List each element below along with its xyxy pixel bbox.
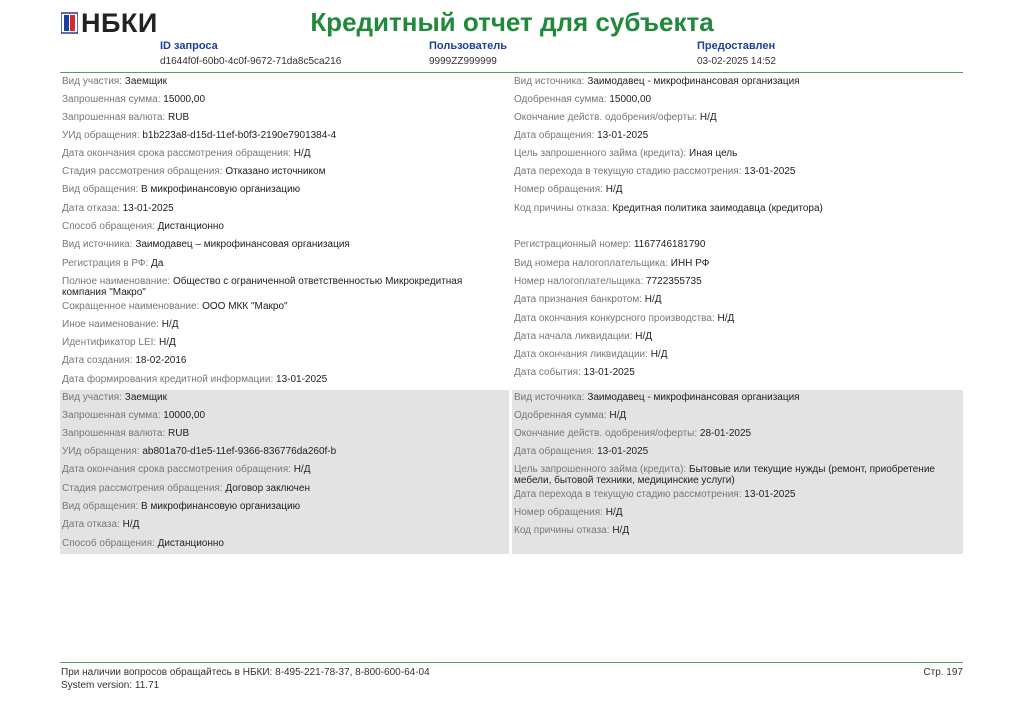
field-label: Дата формирования кредитной информации: <box>62 374 274 385</box>
field-label: Цель запрошенного займа (кредита): <box>514 464 687 475</box>
field-stage-transition-date <box>514 490 959 501</box>
field-request-date <box>514 447 959 458</box>
header-value: 03-02-2025 14:52 <box>697 56 776 67</box>
field-other-name <box>62 320 505 331</box>
field-value: Да <box>151 258 164 269</box>
field-label: Сокращенное наименование: <box>62 301 200 312</box>
field-label: Одобренная сумма: <box>514 410 607 421</box>
field-label: Дата отказа: <box>62 519 120 530</box>
field-value: Иная цель <box>689 148 738 159</box>
field-label: Вид обращения: <box>62 501 139 512</box>
field-requested-currency <box>62 429 505 440</box>
field-label: Вид источника: <box>514 392 585 403</box>
footer-divider <box>60 662 963 663</box>
field-value: Н/Д <box>699 112 717 123</box>
section-left-column <box>60 236 509 389</box>
field-value: 13-01-2025 <box>597 446 649 457</box>
field-label: Код причины отказа: <box>514 525 610 536</box>
field-label: Вид источника: <box>62 239 133 250</box>
field-value: 18-02-2016 <box>135 355 187 366</box>
field-value: Общество с ограниченной ответственностью Микрокредитная компания "Макро" <box>62 276 463 298</box>
field-label: Номер налогоплательщика: <box>514 276 644 287</box>
field-source-type <box>62 240 505 251</box>
field-label: Вид обращения: <box>62 184 139 195</box>
field-label: Номер обращения: <box>514 184 603 195</box>
field-stage-transition-date <box>514 167 959 178</box>
field-label: УИд обращения: <box>62 130 140 141</box>
field-value: Заимодавец – микрофинансовая организация <box>135 239 350 250</box>
section-right-column <box>512 236 963 389</box>
field-value: Заемщик <box>124 76 168 87</box>
field-value: Н/Д <box>293 148 311 159</box>
field-value: 13-01-2025 <box>583 367 635 378</box>
section-left-column <box>60 74 509 236</box>
field-requested-currency <box>62 113 505 124</box>
field-label: Дата признания банкротом: <box>514 294 642 305</box>
header-divider <box>60 72 963 73</box>
header-label: ID запроса <box>160 40 218 52</box>
field-value: Дистанционно <box>157 538 224 549</box>
field-label: Дата события: <box>514 367 581 378</box>
field-refusal-date <box>62 204 505 215</box>
field-label: Окончание действ. одобрения/оферты: <box>514 112 698 123</box>
section-left-column <box>60 390 509 554</box>
section-right-column <box>512 74 963 236</box>
field-label: УИд обращения: <box>62 446 140 457</box>
field-label: Цель запрошенного займа (кредита): <box>514 148 687 159</box>
field-taxpayer-number <box>514 277 959 288</box>
field-request-type <box>62 185 505 196</box>
field-label: Дата перехода в текущую стадию рассмотрения: <box>514 489 742 500</box>
field-creation-date <box>62 356 505 367</box>
field-request-uid <box>62 447 505 458</box>
field-refusal-date <box>62 520 505 531</box>
field-value: Заимодавец - микрофинансовая организация <box>587 392 800 403</box>
field-loan-purpose <box>514 465 959 486</box>
field-label: Вид участия: <box>62 76 122 87</box>
field-value: Бытовые или текущие нужды (ремонт, приобретение мебели, бытовой техники, медицинские услуги) <box>514 464 935 486</box>
field-label: Дата обращения: <box>514 130 595 141</box>
field-value: В микрофинансовую организацию <box>141 184 301 195</box>
field-value: RUB <box>168 428 190 439</box>
field-label: Способ обращения: <box>62 221 155 232</box>
field-label: Стадия рассмотрения обращения: <box>62 483 223 494</box>
field-value: Н/Д <box>650 349 668 360</box>
field-value: 13-01-2025 <box>122 203 174 214</box>
field-value: 1167746181790 <box>633 239 706 250</box>
field-label: Запрошенная валюта: <box>62 428 166 439</box>
field-label: Дата окончания ликвидации: <box>514 349 648 360</box>
field-label: Номер обращения: <box>514 507 603 518</box>
field-participation <box>62 77 505 88</box>
field-requested-amount <box>62 411 505 422</box>
header-request-id <box>160 40 341 67</box>
field-value: Отказано источником <box>225 166 326 177</box>
field-value: Н/Д <box>717 313 735 324</box>
header-provided <box>697 40 776 67</box>
field-value: ab801a70-d1e5-11ef-9366-836776da260f-b <box>142 446 337 457</box>
footer-system-version: System version: 11.71 <box>61 680 160 691</box>
field-credit-info-date <box>62 375 505 386</box>
field-label: Регистрация в РФ: <box>62 258 149 269</box>
field-label: Дата окончания срока рассмотрения обращения: <box>62 148 291 159</box>
field-lei <box>62 338 505 349</box>
field-review-end-date <box>62 149 505 160</box>
page-title: Кредитный отчет для субъекта <box>310 7 714 37</box>
field-source-type <box>514 77 959 88</box>
field-value: 13-01-2025 <box>744 166 796 177</box>
field-request-method <box>62 222 505 233</box>
field-value: Договор заключен <box>225 483 310 494</box>
field-value: Н/Д <box>635 331 653 342</box>
field-short-name <box>62 302 505 313</box>
field-review-end-date <box>62 465 505 476</box>
field-value: Н/Д <box>158 337 176 348</box>
field-review-stage <box>62 484 505 495</box>
field-value: Заимодавец - микрофинансовая организация <box>587 76 800 87</box>
field-liquidation-start <box>514 332 959 343</box>
field-value: В микрофинансовую организацию <box>141 501 301 512</box>
field-event-date <box>514 368 959 379</box>
field-value: Заемщик <box>124 392 168 403</box>
section-source-info <box>60 236 963 389</box>
field-label: Стадия рассмотрения обращения: <box>62 166 223 177</box>
field-value: 10000,00 <box>163 410 206 421</box>
field-value: 15000,00 <box>163 94 206 105</box>
footer-contact: При наличии вопросов обращайтесь в НБКИ: 8-495-221-78-37, 8-800-600-64-04 <box>61 667 430 678</box>
field-request-number <box>514 185 959 196</box>
field-label: Вид номера налогоплательщика: <box>514 258 668 269</box>
field-refusal-reason <box>514 204 959 215</box>
field-value: ИНН РФ <box>670 258 710 269</box>
field-label: Код причины отказа: <box>514 203 610 214</box>
footer-page-number: Стр. 197 <box>923 667 963 678</box>
field-label: Иное наименование: <box>62 319 160 330</box>
field-label: Дата окончания конкурсного производства: <box>514 313 715 324</box>
field-value: Н/Д <box>612 525 630 536</box>
field-label: Окончание действ. одобрения/оферты: <box>514 428 698 439</box>
field-value: Н/Д <box>605 507 623 518</box>
field-value: Н/Д <box>644 294 662 305</box>
field-label: Вид источника: <box>514 76 585 87</box>
field-label: Дата начала ликвидации: <box>514 331 633 342</box>
header-user <box>429 40 507 67</box>
field-value: 13-01-2025 <box>597 130 649 141</box>
section-right-column <box>512 390 963 554</box>
field-registration-number <box>514 240 959 251</box>
field-review-stage <box>62 167 505 178</box>
field-value: ООО МКК "Макро" <box>202 301 288 312</box>
header-value: 9999ZZ999999 <box>429 56 497 67</box>
field-request-type <box>62 502 505 513</box>
field-label: Идентификатор LEI: <box>62 337 157 348</box>
field-label: Вид участия: <box>62 392 122 403</box>
field-label: Дата создания: <box>62 355 133 366</box>
field-requested-amount <box>62 95 505 106</box>
field-request-uid <box>62 131 505 142</box>
field-bankruptcy-date <box>514 295 959 306</box>
field-approval-end <box>514 113 959 124</box>
field-approved-amount <box>514 411 959 422</box>
field-label: Запрошенная сумма: <box>62 410 161 421</box>
field-label: Запрошенная сумма: <box>62 94 161 105</box>
field-request-number <box>514 508 959 519</box>
field-value: Н/Д <box>605 184 623 195</box>
field-value: Н/Д <box>161 319 179 330</box>
field-label: Дата обращения: <box>514 446 595 457</box>
field-refusal-reason <box>514 526 959 537</box>
field-label: Дата перехода в текущую стадию рассмотрения: <box>514 166 742 177</box>
header-label: Предоставлен <box>697 40 776 52</box>
field-participation <box>62 393 505 404</box>
field-loan-purpose <box>514 149 959 160</box>
section-request-2 <box>60 390 963 554</box>
field-taxpayer-number-type <box>514 259 959 270</box>
section-request-1 <box>60 74 963 236</box>
field-value: Н/Д <box>122 519 140 530</box>
field-label: Одобренная сумма: <box>514 94 607 105</box>
logo-text: НБКИ <box>81 7 158 38</box>
field-value: 15000,00 <box>609 94 652 105</box>
field-value: 28-01-2025 <box>699 428 752 439</box>
header-value: d1644f0f-60b0-4c0f-9672-71da8c5ca216 <box>160 56 342 67</box>
field-value: Дистанционно <box>157 221 224 232</box>
field-request-date <box>514 131 959 142</box>
field-liquidation-end <box>514 350 959 361</box>
field-label: Дата окончания срока рассмотрения обращения: <box>62 464 291 475</box>
field-label: Способ обращения: <box>62 538 155 549</box>
field-value: 7722355735 <box>646 276 702 287</box>
field-full-name <box>62 277 505 298</box>
header-label: Пользователь <box>429 40 508 52</box>
field-value: Н/Д <box>609 410 627 421</box>
field-source-type <box>514 393 959 404</box>
field-rf-registration <box>62 259 505 270</box>
field-competition-end-date <box>514 314 959 325</box>
field-value: 13-01-2025 <box>744 489 796 500</box>
field-approved-amount <box>514 95 959 106</box>
field-request-method <box>62 539 505 550</box>
field-label: Полное наименование: <box>62 276 171 287</box>
field-value: Кредитная политика заимодавца (кредитора) <box>612 203 823 214</box>
field-label: Регистрационный номер: <box>514 239 632 250</box>
field-label: Запрошенная валюта: <box>62 112 166 123</box>
field-value: b1b223a8-d15d-11ef-b0f3-2190e7901384-4 <box>142 130 337 141</box>
field-label: Дата отказа: <box>62 203 120 214</box>
field-value: RUB <box>168 112 190 123</box>
field-value: 13-01-2025 <box>276 374 328 385</box>
field-approval-end <box>514 429 959 440</box>
field-value: Н/Д <box>293 464 311 475</box>
